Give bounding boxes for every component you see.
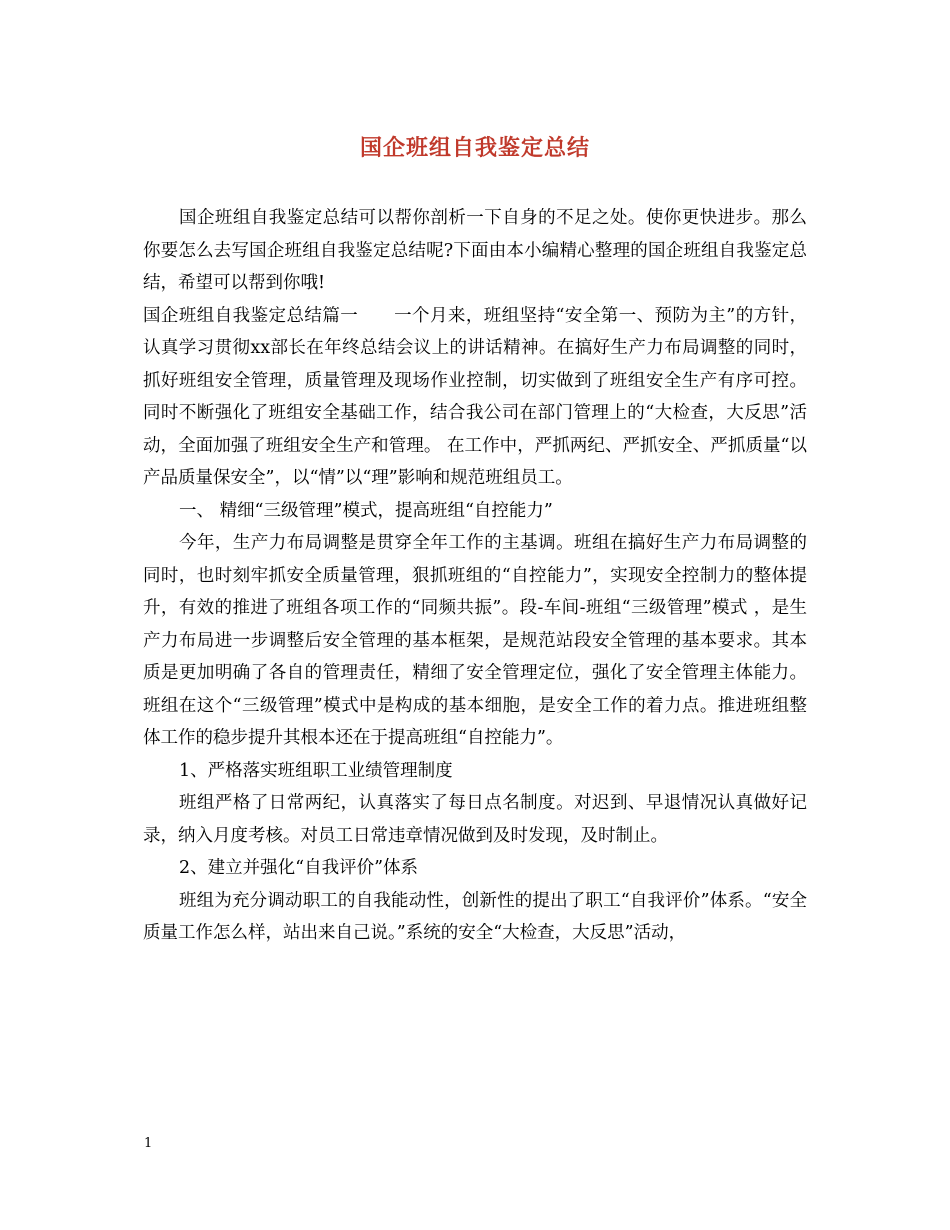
heading-one: 一、 精细“三级管理”模式，提高班组“自控能力” xyxy=(179,500,553,521)
body-paragraph: 班组严格了日常两纪，认真落实了每日点名制度。对迟到、早退情况认真做好记录，纳入月度考核。对员工日常违章情况做到及时发现，及时制止。 xyxy=(143,793,807,846)
page-number: 1 xyxy=(144,1136,153,1151)
body-paragraph: 今年，生产力布局调整是贯穿全年工作的主基调。班组在搞好生产力布局调整的同时，也时刻牢抓安全质量管理，狠抓班组的“自控能力”，实现安全控制力的整体提升，有效的推进了班组各项工作的“同频共振”。段-车间-班组“三级管理”模式 ，是生产力布局进一步调整后安全管理的基本框架，是规范站段安全管理的基本要求。其本质是更加明确了各自的管理责任，精细了安全管理定位，强化了安全管理主体能力。班组在这个“三级管理”模式中是构成的基本细胞，是安全工作的着力点。推进班组整体工作的稳步提升其根本还在于提高班组“自控能力”。 xyxy=(143,533,807,748)
document-body xyxy=(143,202,807,950)
subheading-one: 1、严格落实班组职工业绩管理制度 xyxy=(179,760,453,781)
section-one-paragraph: 国企班组自我鉴定总结篇一 一个月来，班组坚持“安全第一、预防为主”的方针，认真学习贯彻xx部长在年终总结会议上的讲话精神。在搞好生产力布局调整的同时，抓好班组安全管理，质量管理及现场作业控制，切实做到了班组安全生产有序可控。同时不断强化了班组安全基础工作，结合我公司在部门管理上的“大检查，大反思”活动，全面加强了班组安全生产和管理。 在工作中，严抓两纪、严抓安全、严抓质量“以产品质量保安全”，以“情”以“理”影响和规范班组员工。 xyxy=(143,305,807,488)
document-title: 国企班组自我鉴定总结 xyxy=(359,135,590,161)
body-paragraph: 班组为充分调动职工的自我能动性，创新性的提出了职工“自我评价”体系。“安全质量工作怎么样，站出来自己说。”系统的安全“大检查，大反思”活动， xyxy=(143,890,807,943)
subheading-two: 2、建立并强化“自我评价”体系 xyxy=(179,858,419,878)
intro-paragraph: 国企班组自我鉴定总结可以帮你剖析一下自身的不足之处。使你更快进步。那么你要怎么去写国企班组自我鉴定总结呢?下面由本小编精心整理的国企班组自我鉴定总结，希望可以帮到你哦! xyxy=(143,208,807,293)
